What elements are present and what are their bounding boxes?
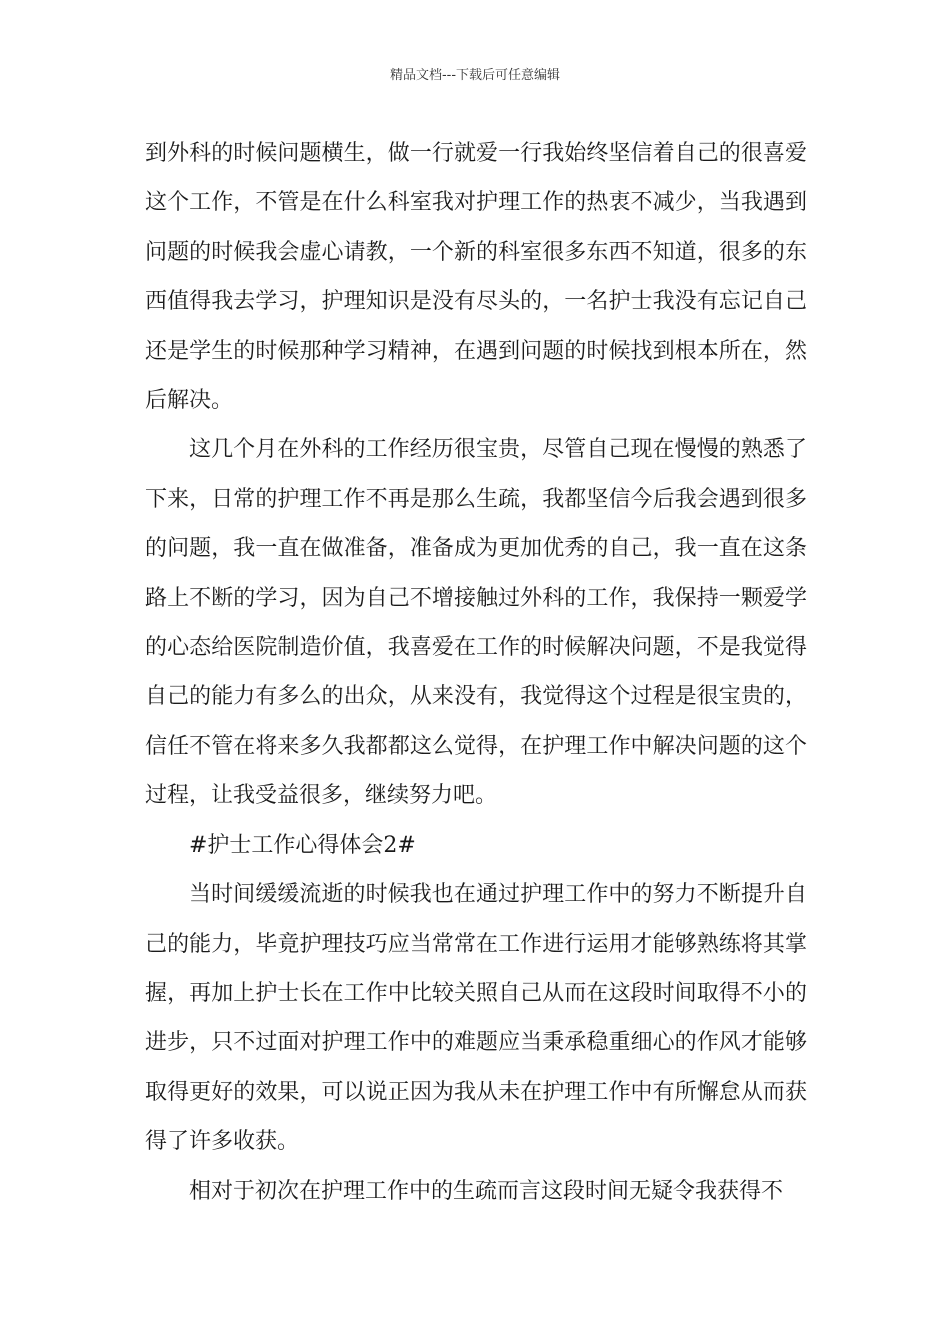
- paragraph-2: 这几个月在外科的工作经历很宝贵，尽管自己现在慢慢的熟悉了下来，日常的护理工作不再是那么生疏，我都坚信今后我会遇到很多的问题，我一直在做准备，准备成为更加优秀的自己，我一直在这条路上不断的学习，因为自己不增接触过外科的工作，我保持一颗爱学的心态给医院制造价值，我喜爱在工作的时候解决问题，不是我觉得自己的能力有多么的出众，从来没有，我觉得这个过程是很宝贵的，信任不管在将来多久我都都这么觉得，在护理工作中解决问题的这个过程，让我受益很多，继续努力吧。: [145, 437, 807, 809]
- paragraph-4: 相对于初次在护理工作中的生疏而言这段时间无疑令我获得不: [189, 1178, 784, 1204]
- paragraph-1: 到外科的时候问题横生，做一行就爱一行我始终坚信着自己的很喜爱这个工作，不管是在什么科室我对护理工作的热衷不减少，当我遇到问题的时候我会虚心请教，一个新的科室很多东西不知道，很多的东西值得我去学习，护理知识是没有尽头的，一名护士我没有忘记自己还是学生的时候那种学习精神，在遇到问题的时候找到根本所在，然后解决。: [145, 141, 807, 414]
- page-header: 精品文档---下载后可任意编辑: [389, 68, 561, 83]
- document-body: [145, 129, 807, 1216]
- paragraph-3: 当时间缓缓流逝的时候我也在通过护理工作中的努力不断提升自己的能力，毕竟护理技巧应当常常在工作进行运用才能够熟练将其掌握，再加上护士长在工作中比较关照自己从而在这段时间取得不小的进步，只不过面对护理工作中的难题应当秉承稳重细心的作风才能够取得更好的效果，可以说正因为我从未在护理工作中有所懈怠从而获得了许多收获。: [145, 882, 807, 1155]
- section-heading: #护士工作心得体会2#: [189, 832, 416, 858]
